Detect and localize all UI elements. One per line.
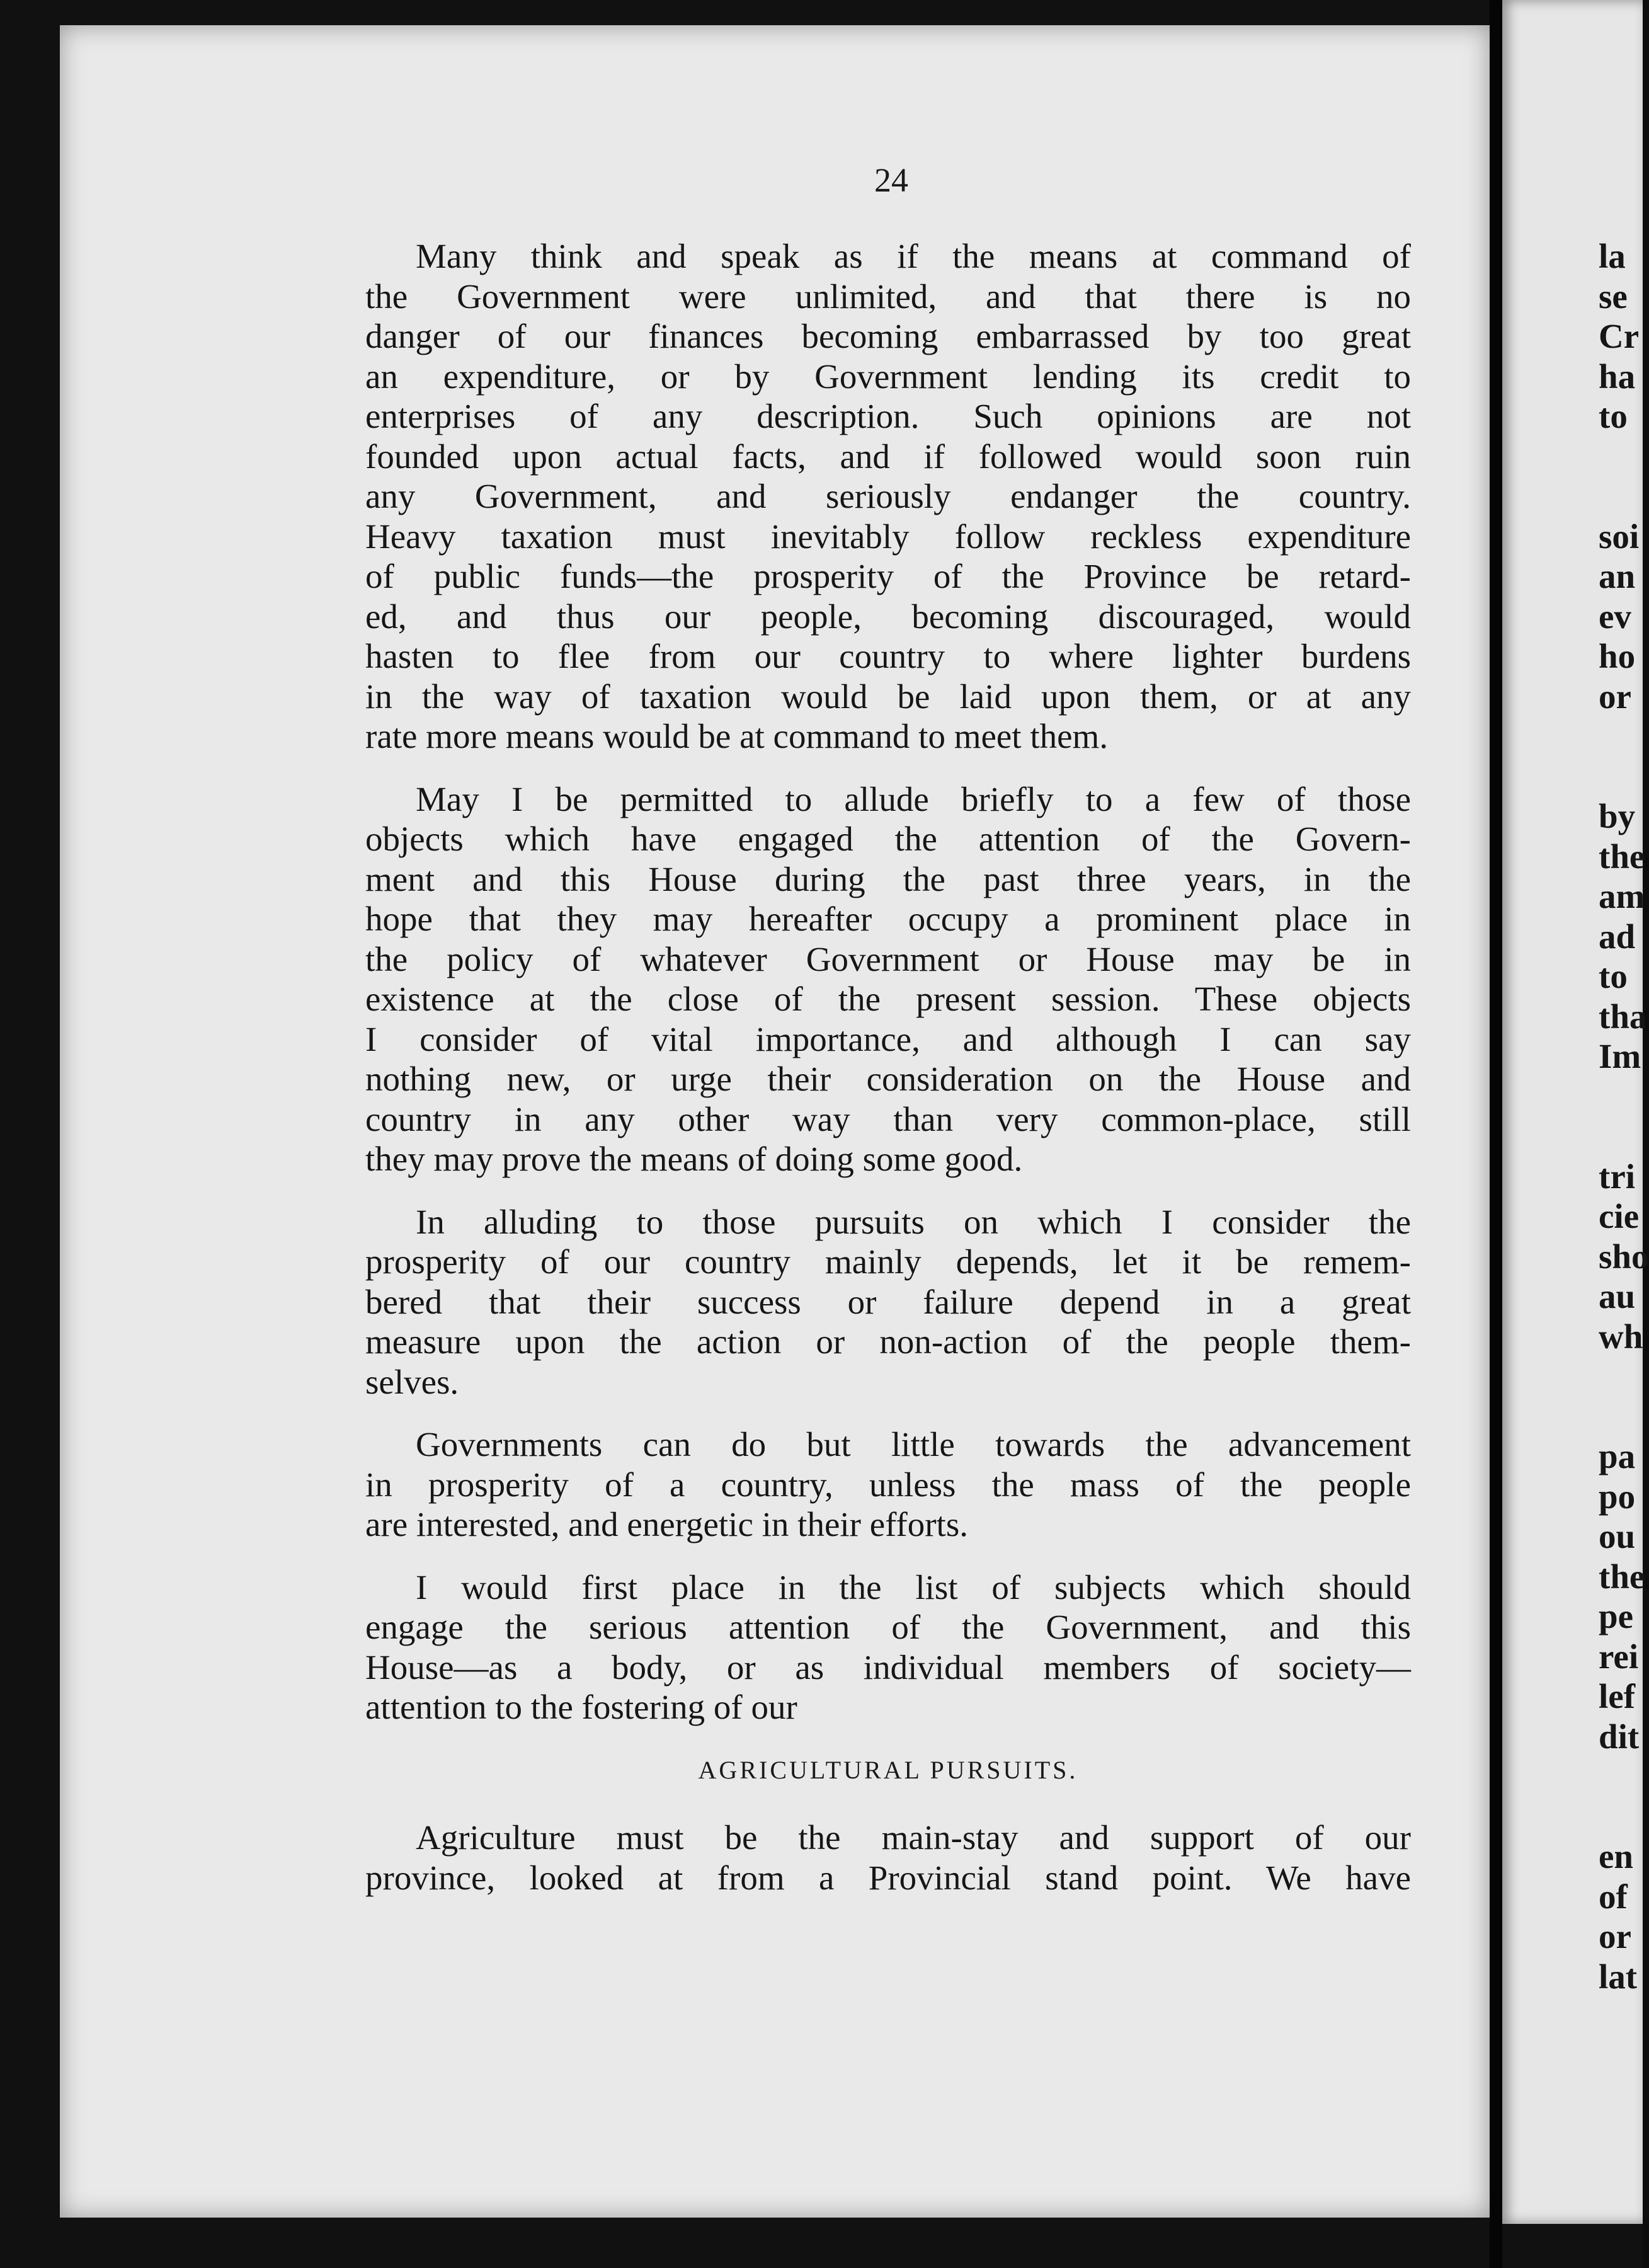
text-line: bered that their success or failure depend in a great bbox=[365, 1282, 1411, 1321]
right-page-fragment bbox=[1599, 1077, 1643, 1117]
text-line: enterprises of any description. Such opinions are not bbox=[365, 397, 1411, 435]
text-line: nothing new, or urge their consideration on the House and bbox=[365, 1060, 1411, 1098]
right-page-fragment: la bbox=[1599, 237, 1626, 275]
text-line: are interested, and energetic in their efforts. bbox=[365, 1505, 968, 1544]
text-line: rate more means would be at command to meet them. bbox=[365, 717, 1109, 755]
right-page-fragment: wh bbox=[1599, 1317, 1643, 1356]
text-line: I would first place in the list of subjects which should bbox=[416, 1567, 1411, 1606]
book-gutter bbox=[1490, 0, 1502, 2268]
right-page-fragment: ou bbox=[1599, 1517, 1636, 1555]
right-page-fragment: Im bbox=[1599, 1037, 1641, 1075]
right-page-fragment: lat bbox=[1599, 1957, 1638, 1996]
text-line: hasten to flee from our country to where lighter burdens bbox=[365, 637, 1411, 675]
right-page-fragment: sho bbox=[1599, 1237, 1649, 1276]
text-line: prosperity of our country mainly depends, let it be remem- bbox=[365, 1242, 1411, 1281]
text-line: an expenditure, or by Government lending its credit to bbox=[365, 357, 1411, 396]
right-page-fragment: the bbox=[1599, 837, 1645, 876]
right-page-fragment bbox=[1599, 716, 1643, 757]
right-page-fragment: of bbox=[1599, 1877, 1628, 1916]
text-line: In alluding to those pursuits on which I consider the bbox=[416, 1202, 1411, 1241]
paragraph-6 bbox=[365, 1818, 1411, 1898]
right-page-fragment bbox=[1599, 437, 1643, 477]
text-line: Many think and speak as if the means at command of bbox=[416, 237, 1411, 275]
text-line: ment and this House during the past three years, in the bbox=[365, 859, 1411, 898]
right-page-text-fragments bbox=[1599, 236, 1649, 1996]
right-page-fragment: po bbox=[1599, 1477, 1636, 1516]
text-line: existence at the close of the present session. These objects bbox=[365, 980, 1411, 1018]
right-page-fragment: or bbox=[1599, 677, 1631, 716]
text-line: Heavy taxation must inevitably follow reckless expenditure bbox=[365, 517, 1411, 556]
right-page-fragment bbox=[1599, 757, 1643, 797]
right-page-fragment bbox=[1599, 1756, 1643, 1797]
right-page-fragment: en bbox=[1599, 1837, 1633, 1876]
right-page-fragment bbox=[1599, 476, 1643, 517]
right-page-fragment: to bbox=[1599, 957, 1628, 995]
right-page-fragment bbox=[1599, 1116, 1643, 1157]
right-page-fragment bbox=[1599, 1797, 1643, 1837]
page-body bbox=[365, 236, 1411, 1920]
text-line: in prosperity of a country, unless the mass of the people bbox=[365, 1465, 1411, 1504]
text-line: hope that they may hereafter occupy a prominent place in bbox=[365, 900, 1411, 938]
right-page-fragment: am bbox=[1599, 877, 1645, 915]
text-line: country in any other way than very common-place, still bbox=[365, 1099, 1411, 1138]
page-number: 24 bbox=[874, 161, 908, 199]
paragraph-3 bbox=[365, 1202, 1411, 1402]
text-line: House—as a body, or as individual members of society— bbox=[365, 1647, 1411, 1687]
right-page-fragment: the bbox=[1599, 1557, 1645, 1596]
right-page-fragment: tha bbox=[1599, 997, 1647, 1036]
right-page-fragment: lef bbox=[1599, 1677, 1636, 1715]
text-line: selves. bbox=[365, 1362, 459, 1401]
right-page-fragment: ad bbox=[1599, 917, 1636, 956]
right-page-fragment: dit bbox=[1599, 1717, 1640, 1756]
right-page-fragment bbox=[1599, 1356, 1643, 1397]
section-heading: AGRICULTURAL PURSUITS. bbox=[698, 1755, 1078, 1784]
text-line: any Government, and seriously endanger the country. bbox=[365, 477, 1411, 515]
paragraph-5 bbox=[365, 1567, 1411, 1727]
text-line: in the way of taxation would be laid upon them, or at any bbox=[365, 677, 1411, 716]
right-page-fragment: Cr bbox=[1599, 317, 1640, 355]
text-line: the Government were unlimited, and that there is no bbox=[365, 277, 1411, 316]
text-line: they may prove the means of doing some good. bbox=[365, 1140, 1023, 1178]
text-line: Governments can do but little towards the advancement bbox=[416, 1425, 1411, 1463]
text-line: measure upon the action or non-action of the people them- bbox=[365, 1322, 1411, 1361]
text-line: attention to the fostering of our bbox=[365, 1688, 797, 1726]
right-page-fragment: rei bbox=[1599, 1637, 1639, 1676]
text-line: objects which have engaged the attention of the Govern- bbox=[365, 820, 1411, 858]
right-page-fragment bbox=[1599, 1397, 1643, 1437]
text-line: province, looked at from a Provincial stand point. We have bbox=[365, 1858, 1411, 1897]
text-line: engage the serious attention of the Government, and this bbox=[365, 1608, 1411, 1646]
text-line: May I be permitted to allude briefly to a few of those bbox=[416, 779, 1411, 818]
right-page-fragment: tri bbox=[1599, 1157, 1636, 1196]
right-page-fragment: cie bbox=[1599, 1197, 1640, 1235]
right-page-fragment: by bbox=[1599, 797, 1636, 835]
text-line: I consider of vital importance, and although I can say bbox=[365, 1019, 1411, 1058]
right-page-fragment: se bbox=[1599, 277, 1628, 316]
right-page-fragment: au bbox=[1599, 1277, 1636, 1315]
paragraph-1 bbox=[365, 236, 1411, 757]
right-page-fragment: soi bbox=[1599, 517, 1640, 556]
right-page-fragment: pa bbox=[1599, 1437, 1636, 1475]
text-line: founded upon actual facts, and if followed would soon ruin bbox=[365, 437, 1411, 476]
right-page-fragment: ev bbox=[1599, 597, 1631, 636]
paragraph-2 bbox=[365, 779, 1411, 1179]
paragraph-4 bbox=[365, 1424, 1411, 1545]
text-line: Agriculture must be the main-stay and support of our bbox=[416, 1818, 1411, 1857]
text-line: of public funds—the prosperity of the Province be retard- bbox=[365, 557, 1411, 595]
right-page-fragment: or bbox=[1599, 1917, 1631, 1956]
right-page-fragment: pe bbox=[1599, 1597, 1633, 1635]
text-line: ed, and thus our people, becoming discouraged, would bbox=[365, 597, 1411, 636]
right-page-fragment: to bbox=[1599, 397, 1628, 435]
text-line: danger of our finances becoming embarrassed by too great bbox=[365, 317, 1411, 355]
right-page-fragment: ha bbox=[1599, 357, 1636, 396]
right-page-fragment: ho bbox=[1599, 637, 1636, 675]
text-line: the policy of whatever Government or House may be in bbox=[365, 939, 1411, 978]
right-page-fragment: an bbox=[1599, 557, 1636, 595]
